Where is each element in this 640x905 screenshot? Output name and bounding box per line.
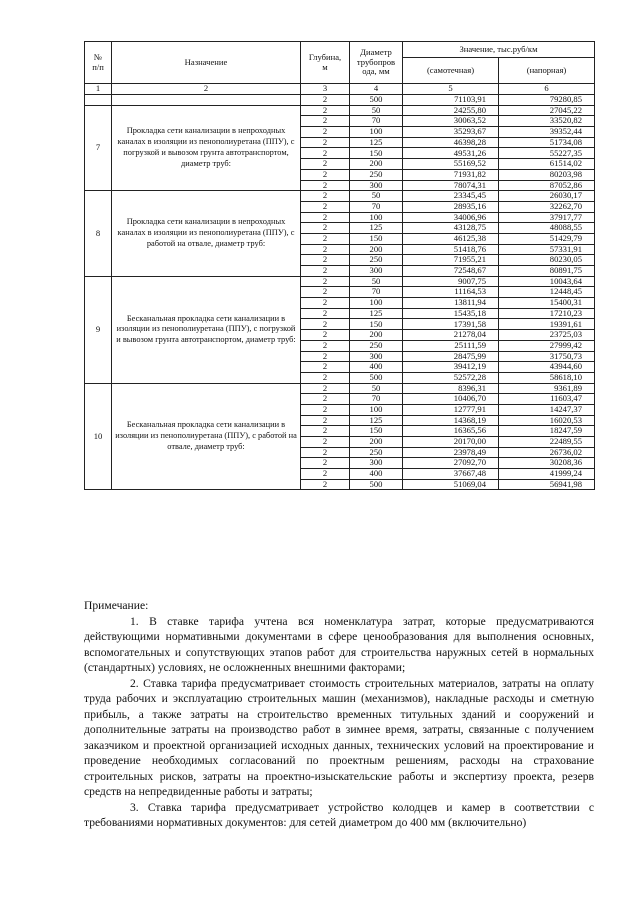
depth-cell: 2 [301,212,350,223]
depth-cell: 2 [301,447,350,458]
diameter-cell: 200 [350,159,403,170]
row-name-cell: Прокладка сети канализации в непроходных каналах в изоляции из пенополиуретана (ППУ), с работой на отвале, диаметр труб: [112,191,301,277]
gravity-value-cell: 15435,18 [403,308,499,319]
pressure-value-cell: 26736,02 [499,447,595,458]
header-col-number: 3 [301,84,350,95]
depth-cell: 2 [301,394,350,405]
table-row [85,95,595,106]
gravity-value-cell: 30063,52 [403,116,499,127]
gravity-value-cell: 23345,45 [403,191,499,202]
diameter-cell: 150 [350,233,403,244]
gravity-value-cell: 52572,28 [403,372,499,383]
note-item: 1. В ставке тарифа учтена вся номенклатура затрат, которые предусматриваются действующими нормативными документами в сфере ценообразования для выполнения основных, вспомогательных и сопутствующих этапов работ для строительства наружных сетей в нормальных (стандартных) условиях, не осложненных внешними факторами; [84,614,594,674]
depth-cell: 2 [301,233,350,244]
diameter-cell: 150 [350,426,403,437]
pressure-value-cell: 80203,98 [499,169,595,180]
diameter-cell: 150 [350,319,403,330]
row-num-cell [85,95,112,106]
gravity-value-cell: 14368,19 [403,415,499,426]
diameter-cell: 100 [350,127,403,138]
table-row [85,191,595,202]
depth-cell: 2 [301,351,350,362]
pressure-value-cell: 17210,23 [499,308,595,319]
diameter-cell: 400 [350,362,403,373]
depth-cell: 2 [301,415,350,426]
table-row [85,105,595,116]
diameter-cell: 250 [350,340,403,351]
gravity-value-cell: 17391,58 [403,319,499,330]
gravity-value-cell: 72548,67 [403,266,499,277]
gravity-value-cell: 28475,99 [403,351,499,362]
pressure-value-cell: 79280,85 [499,95,595,106]
gravity-value-cell: 24255,80 [403,105,499,116]
diameter-cell: 300 [350,180,403,191]
header-col-number: 1 [85,84,112,95]
diameter-cell: 70 [350,394,403,405]
notes-title: Примечание: [84,599,149,612]
row-name-cell [112,95,301,106]
depth-cell: 2 [301,458,350,469]
gravity-value-cell: 27092,70 [403,458,499,469]
diameter-cell: 200 [350,437,403,448]
gravity-value-cell: 71931,82 [403,169,499,180]
pressure-value-cell: 33520,82 [499,116,595,127]
pressure-value-cell: 16020,53 [499,415,595,426]
depth-cell: 2 [301,287,350,298]
diameter-cell: 500 [350,95,403,106]
depth-cell: 2 [301,437,350,448]
pressure-value-cell: 30208,36 [499,458,595,469]
pressure-value-cell: 51734,08 [499,137,595,148]
header-diameter: Диаметр трубопров ода, мм [350,42,403,84]
depth-cell: 2 [301,255,350,266]
pressure-value-cell: 87052,86 [499,180,595,191]
pressure-value-cell: 23725,03 [499,330,595,341]
diameter-cell: 50 [350,191,403,202]
pressure-value-cell: 61514,02 [499,159,595,170]
row-num-cell: 9 [85,276,112,383]
gravity-value-cell: 13811,94 [403,298,499,309]
gravity-value-cell: 9007,75 [403,276,499,287]
pressure-value-cell: 10043,64 [499,276,595,287]
gravity-value-cell: 78074,31 [403,180,499,191]
depth-cell: 2 [301,159,350,170]
pressure-value-cell: 27045,22 [499,105,595,116]
header-value: Значение, тыс.руб/км [403,42,595,58]
pressure-value-cell: 11603,47 [499,394,595,405]
gravity-value-cell: 46125,38 [403,233,499,244]
note-item: 3. Ставка тарифа предусматривает устройство колодцев и камер в соответствии с требованиями нормативных документов: для сетей диаметром до 400 мм (включительно) [84,800,594,829]
depth-cell: 2 [301,340,350,351]
depth-cell: 2 [301,469,350,480]
gravity-value-cell: 28935,16 [403,201,499,212]
diameter-cell: 100 [350,212,403,223]
table-header [85,42,595,95]
diameter-cell: 150 [350,148,403,159]
pressure-value-cell: 19391,61 [499,319,595,330]
pressure-value-cell: 48088,55 [499,223,595,234]
row-num-cell: 8 [85,191,112,277]
depth-cell: 2 [301,127,350,138]
pressure-value-cell: 26030,17 [499,191,595,202]
notes-section [84,598,594,831]
diameter-cell: 100 [350,404,403,415]
gravity-value-cell: 71955,21 [403,255,499,266]
diameter-cell: 125 [350,223,403,234]
diameter-cell: 250 [350,447,403,458]
gravity-value-cell: 20170,00 [403,437,499,448]
diameter-cell: 250 [350,255,403,266]
header-gravity: (самотечная) [403,58,499,84]
gravity-value-cell: 37667,48 [403,469,499,480]
header-pressure: (напорная) [499,58,595,84]
depth-cell: 2 [301,298,350,309]
depth-cell: 2 [301,404,350,415]
diameter-cell: 50 [350,105,403,116]
pressure-value-cell: 80891,75 [499,266,595,277]
note-item: 2. Ставка тарифа предусматривает стоимость строительных материалов, затраты на оплату труда рабочих и эксплуатацию строительных машин (механизмов), накладные расходы и сметную прибыль, а также затраты на строительство временных титульных зданий и сооружений и дополнительные затраты на производство работ в зимнее время, затраты, связанные с получением заказчиком и проектной организацией исходных данных, технических условий на проектирование и проведение необходимых согласований по проектным решениям, расходы на страхование строительных рисков, затраты на проектно-изыскательские работы и экспертизу проекта, резерв средств на непредвиденные работы и затраты; [84,676,594,798]
header-col-number: 5 [403,84,499,95]
pressure-value-cell: 51429,79 [499,233,595,244]
pressure-value-cell: 9361,89 [499,383,595,394]
gravity-value-cell: 12777,91 [403,404,499,415]
gravity-value-cell: 25111,59 [403,340,499,351]
depth-cell: 2 [301,308,350,319]
row-name-cell: Бесканальная прокладка сети канализации в изоляции из пенополиуретана (ППУ), с работой на отвале, диаметр труб: [112,383,301,490]
pressure-value-cell: 80230,05 [499,255,595,266]
depth-cell: 2 [301,95,350,106]
gravity-value-cell: 10406,70 [403,394,499,405]
pressure-value-cell: 41999,24 [499,469,595,480]
depth-cell: 2 [301,191,350,202]
depth-cell: 2 [301,372,350,383]
diameter-cell: 300 [350,351,403,362]
diameter-cell: 100 [350,298,403,309]
depth-cell: 2 [301,105,350,116]
diameter-cell: 300 [350,458,403,469]
pressure-value-cell: 27999,42 [499,340,595,351]
header-num: № п/п [85,42,112,84]
depth-cell: 2 [301,362,350,373]
depth-cell: 2 [301,201,350,212]
depth-cell: 2 [301,116,350,127]
header-depth: Глубина, м [301,42,350,84]
diameter-cell: 125 [350,137,403,148]
table-row [85,383,595,394]
pressure-value-cell: 18247,59 [499,426,595,437]
gravity-value-cell: 46398,28 [403,137,499,148]
gravity-value-cell: 43128,75 [403,223,499,234]
gravity-value-cell: 23978,49 [403,447,499,458]
depth-cell: 2 [301,148,350,159]
pressure-value-cell: 43944,60 [499,362,595,373]
pressure-value-cell: 57331,91 [499,244,595,255]
depth-cell: 2 [301,137,350,148]
diameter-cell: 70 [350,201,403,212]
gravity-value-cell: 71103,91 [403,95,499,106]
depth-cell: 2 [301,479,350,490]
diameter-cell: 500 [350,479,403,490]
tariff-table [84,41,595,490]
gravity-value-cell: 51418,76 [403,244,499,255]
pressure-value-cell: 22489,55 [499,437,595,448]
header-purpose: Назначение [112,42,301,84]
gravity-value-cell: 35293,67 [403,127,499,138]
gravity-value-cell: 55169,52 [403,159,499,170]
depth-cell: 2 [301,383,350,394]
pressure-value-cell: 39352,44 [499,127,595,138]
diameter-cell: 50 [350,383,403,394]
gravity-value-cell: 34006,96 [403,212,499,223]
gravity-value-cell: 8396,31 [403,383,499,394]
header-col-number: 6 [499,84,595,95]
row-name-cell: Бесканальная прокладка сети канализации в изоляции из пенополиуретана (ППУ), с погрузкой и вывозом грунта автотранспортом, диаметр труб: [112,276,301,383]
depth-cell: 2 [301,426,350,437]
diameter-cell: 300 [350,266,403,277]
pressure-value-cell: 58618,10 [499,372,595,383]
pressure-value-cell: 14247,37 [499,404,595,415]
pressure-value-cell: 32262,70 [499,201,595,212]
gravity-value-cell: 49531,26 [403,148,499,159]
gravity-value-cell: 11164,53 [403,287,499,298]
header-col-number: 4 [350,84,403,95]
row-num-cell: 10 [85,383,112,490]
diameter-cell: 125 [350,415,403,426]
gravity-value-cell: 16365,56 [403,426,499,437]
depth-cell: 2 [301,319,350,330]
table-row [85,276,595,287]
pressure-value-cell: 31750,73 [499,351,595,362]
gravity-value-cell: 21278,04 [403,330,499,341]
diameter-cell: 500 [350,372,403,383]
diameter-cell: 125 [350,308,403,319]
pressure-value-cell: 56941,98 [499,479,595,490]
depth-cell: 2 [301,223,350,234]
gravity-value-cell: 51069,04 [403,479,499,490]
depth-cell: 2 [301,169,350,180]
depth-cell: 2 [301,330,350,341]
pressure-value-cell: 55227,35 [499,148,595,159]
depth-cell: 2 [301,266,350,277]
depth-cell: 2 [301,276,350,287]
depth-cell: 2 [301,244,350,255]
pressure-value-cell: 12448,45 [499,287,595,298]
table-body [85,95,595,490]
gravity-value-cell: 39412,19 [403,362,499,373]
row-name-cell: Прокладка сети канализации в непроходных каналах в изоляции из пенополиуретана (ППУ), с погрузкой и вывозом грунта автотранспортом, диаметр труб: [112,105,301,191]
diameter-cell: 70 [350,287,403,298]
diameter-cell: 400 [350,469,403,480]
diameter-cell: 200 [350,330,403,341]
diameter-cell: 200 [350,244,403,255]
pressure-value-cell: 15400,31 [499,298,595,309]
header-col-number: 2 [112,84,301,95]
diameter-cell: 70 [350,116,403,127]
pressure-value-cell: 37917,77 [499,212,595,223]
diameter-cell: 250 [350,169,403,180]
row-num-cell: 7 [85,105,112,191]
diameter-cell: 50 [350,276,403,287]
depth-cell: 2 [301,180,350,191]
